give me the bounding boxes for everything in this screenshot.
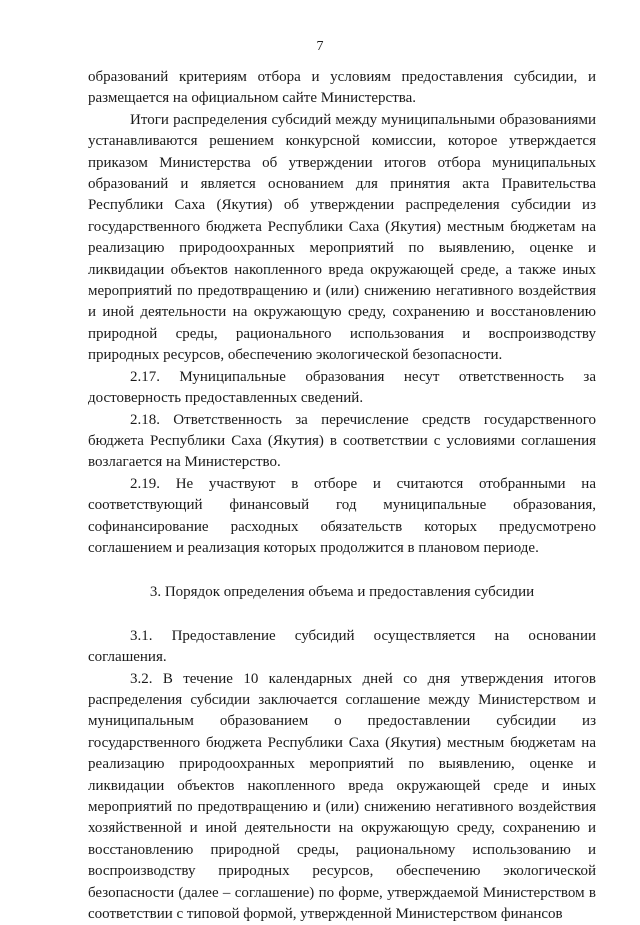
paragraph-continuation: образований критериям отбора и условиям предоставления субсидии, и размещается на официальном сайте Министерства. [88,69,596,107]
document-body [88,67,596,925]
section-heading: 3. Порядок определения объема и предоставления субсидии [149,584,535,601]
paragraph-2-19: 2.19. Не участвуют в отборе и считаются отобранными на соответствующий финансовый год муниципальные образования, софинансирование расходных обязательств которых предусмотрено соглашением и реализация которых продолжится в плановом периоде. [88,475,596,556]
paragraph-distribution-results: Итоги распределения субсидий между муниципальными образованиями устанавливаются решением конкурсной комиссии, которое утверждается приказом Министерства об утверждении итогов отбора муниципальных образований и является основанием для принятия акта Правительства Республики Саха (Якутия) об утверждении распределения субсидии из государственного бюджета Республики Саха (Якутия) местным бюджетам на реализацию природоохранных мероприятий по выявлению, оценке и ликвидации объектов накопленного вреда окружающей среде, а также иных мероприятий по предотвращению и (или) снижению негативного воздействия и иной деятельности на окружающую среду, сохранению и восстановлению природной среды, рационального использования и воспроизводству природных ресурсов, обеспечению экологической безопасности. [88,111,596,364]
page-number: 7 [316,39,324,54]
paragraph-3-1: 3.1. Предоставление субсидий осуществляется на основании соглашения. [88,627,596,666]
paragraph-3-2: 3.2. В течение 10 календарных дней со дня утверждения итогов распределения субсидии заключается соглашение между Министерством и муниципальным образованием о предоставлении субсидии из государственного бюджета Республики Саха (Якутия) местным бюджетам на реализацию природоохранных мероприятий по выявлению, оценке и ликвидации объектов накопленного вреда окружающей среде и иных мероприятий по предотвращению и (или) снижению негативного воздействия хозяйственной и иной деятельности на окружающую среду, сохранению и восстановлению природной среды, рациональному использованию и воспроизводству природных ресурсов, обеспечению экологической безопасности (далее – соглашение) по форме, утверждаемой Министерством в соответствии с типовой формой, утвержденной Министерством финансов [88,670,596,923]
paragraph-2-18: 2.18. Ответственность за перечисление средств государственного бюджета Республики Саха (Якутия) в соответствии с условиями соглашения возлагается на Министерство. [88,411,596,471]
paragraph-2-17: 2.17. Муниципальные образования несут ответственность за достоверность предоставленных сведений. [88,368,596,407]
